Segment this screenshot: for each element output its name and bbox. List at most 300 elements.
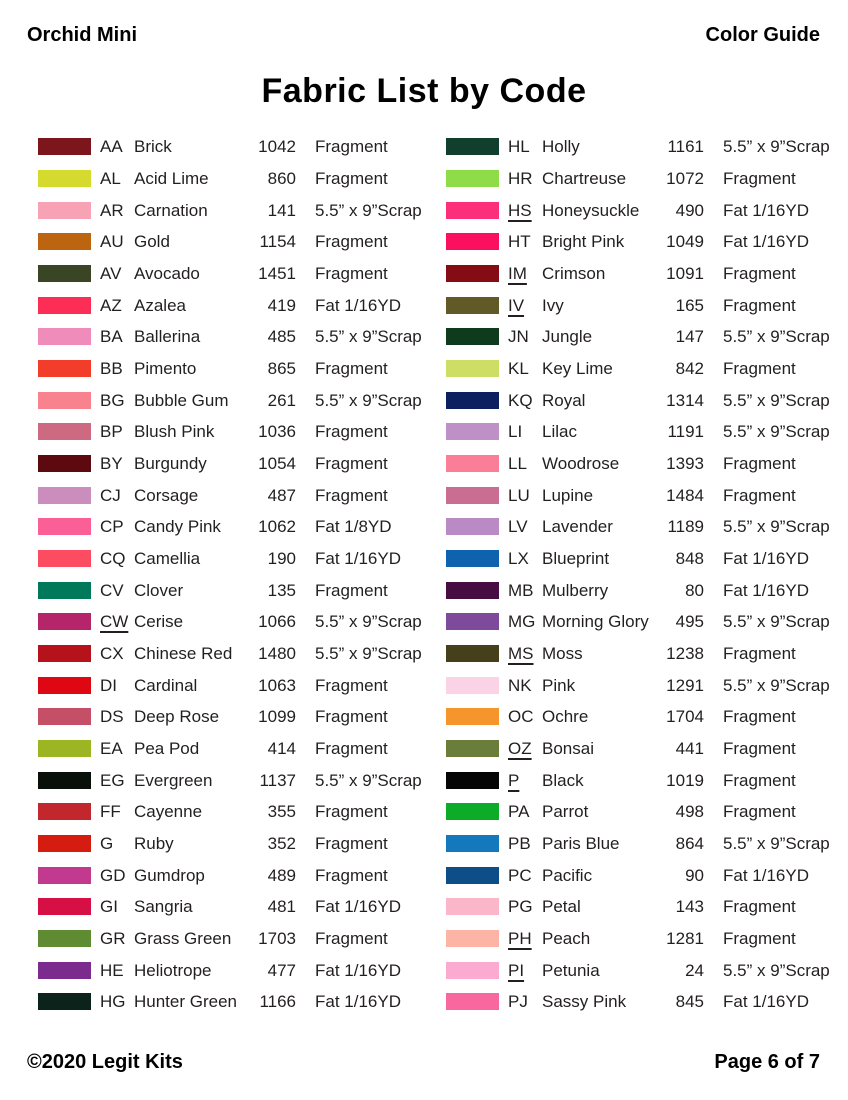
fabric-code bbox=[100, 360, 134, 377]
fabric-row bbox=[38, 638, 429, 670]
fabric-color-swatch bbox=[38, 233, 91, 250]
fabric-row bbox=[446, 796, 837, 828]
fabric-name: Chartreuse bbox=[542, 169, 627, 188]
page-number: Page 6 of 7 bbox=[714, 1051, 820, 1073]
fabric-number: 477 bbox=[267, 960, 296, 980]
fabric-number: 1042 bbox=[258, 137, 296, 157]
fabric-number: 1238 bbox=[666, 644, 704, 664]
fabric-number: 1062 bbox=[258, 517, 296, 537]
fabric-number: 1704 bbox=[666, 707, 704, 727]
fabric-number: 865 bbox=[267, 359, 296, 379]
fabric-number: 1291 bbox=[666, 675, 704, 695]
fabric-code-text: CW bbox=[100, 612, 129, 632]
fabric-code-text: PC bbox=[508, 865, 532, 885]
fabric-number: 190 bbox=[267, 549, 296, 569]
fabric-code bbox=[508, 740, 542, 757]
fabric-code-text: PB bbox=[508, 834, 531, 854]
fabric-name: Pimento bbox=[134, 359, 197, 379]
fabric-row bbox=[38, 891, 429, 923]
fabric-name: Pink bbox=[542, 675, 576, 695]
fabric-name: Cerise bbox=[134, 612, 184, 632]
fabric-name: Paris Blue bbox=[542, 834, 620, 854]
fabric-size: Fragment bbox=[723, 359, 796, 379]
fabric-number: 1484 bbox=[666, 485, 704, 505]
fabric-number: 489 bbox=[267, 865, 296, 885]
fabric-row bbox=[446, 733, 837, 765]
fabric-code bbox=[508, 455, 542, 472]
fabric-row bbox=[38, 226, 429, 258]
fabric-row bbox=[38, 384, 429, 416]
fabric-column-right bbox=[446, 131, 837, 1018]
fabric-name: Bonsai bbox=[542, 739, 594, 759]
fabric-name: Evergreen bbox=[134, 770, 213, 790]
fabric-color-swatch bbox=[446, 962, 499, 979]
page-title: Fabric List by Code bbox=[261, 72, 587, 110]
fabric-color-swatch bbox=[38, 423, 91, 440]
fabric-code bbox=[508, 518, 542, 535]
fabric-color-swatch bbox=[38, 993, 91, 1010]
fabric-color-swatch bbox=[38, 582, 91, 599]
fabric-color-swatch bbox=[446, 297, 499, 314]
fabric-size: Fragment bbox=[315, 865, 388, 885]
fabric-color-swatch bbox=[38, 297, 91, 314]
fabric-color-swatch bbox=[446, 898, 499, 915]
fabric-color-swatch bbox=[446, 803, 499, 820]
fabric-size: Fat 1/16YD bbox=[723, 865, 809, 885]
fabric-size: 5.5” x 9”Scrap bbox=[315, 770, 422, 790]
fabric-row bbox=[446, 859, 837, 891]
fabric-row bbox=[38, 701, 429, 733]
fabric-code-text: OZ bbox=[508, 739, 532, 759]
fabric-name: Pacific bbox=[542, 865, 593, 885]
fabric-size: Fragment bbox=[315, 485, 388, 505]
fabric-size: Fragment bbox=[723, 897, 796, 917]
fabric-name: Chinese Red bbox=[134, 644, 233, 664]
fabric-color-swatch bbox=[38, 835, 91, 852]
fabric-size: 5.5” x 9”Scrap bbox=[315, 612, 422, 632]
fabric-name: Sangria bbox=[134, 897, 193, 917]
fabric-color-swatch bbox=[38, 613, 91, 630]
fabric-name: Crimson bbox=[542, 264, 606, 284]
fabric-code bbox=[100, 328, 134, 345]
fabric-size: Fat 1/16YD bbox=[723, 549, 809, 569]
fabric-code-text: CX bbox=[100, 644, 124, 664]
fabric-number: 1066 bbox=[258, 612, 296, 632]
fabric-code-text: GI bbox=[100, 897, 118, 917]
fabric-name: Carnation bbox=[134, 200, 208, 220]
fabric-name: Gumdrop bbox=[134, 865, 205, 885]
fabric-row bbox=[38, 986, 429, 1018]
fabric-name: Cayenne bbox=[134, 802, 203, 822]
fabric-color-swatch bbox=[446, 265, 499, 282]
fabric-color-swatch bbox=[446, 867, 499, 884]
fabric-size: Fragment bbox=[315, 454, 388, 474]
fabric-number: 1393 bbox=[666, 454, 704, 474]
fabric-number: 441 bbox=[675, 739, 704, 759]
fabric-size: Fragment bbox=[315, 422, 388, 442]
fabric-name: Moss bbox=[542, 644, 583, 664]
fabric-number: 487 bbox=[267, 485, 296, 505]
fabric-name: Black bbox=[542, 770, 584, 790]
fabric-row bbox=[446, 543, 837, 575]
fabric-size: 5.5” x 9”Scrap bbox=[315, 644, 422, 664]
fabric-row bbox=[38, 859, 429, 891]
fabric-name: Mulberry bbox=[542, 580, 609, 600]
fabric-number: 261 bbox=[267, 390, 296, 410]
fabric-color-swatch bbox=[446, 613, 499, 630]
fabric-code bbox=[100, 867, 134, 884]
fabric-code-text: MB bbox=[508, 580, 534, 600]
fabric-name: Lupine bbox=[542, 485, 594, 505]
fabric-size: Fat 1/16YD bbox=[723, 580, 809, 600]
fabric-size: Fragment bbox=[723, 802, 796, 822]
fabric-color-swatch bbox=[446, 138, 499, 155]
fabric-code bbox=[100, 930, 134, 947]
fabric-number: 165 bbox=[675, 295, 704, 315]
fabric-name: Cardinal bbox=[134, 675, 198, 695]
fabric-color-swatch bbox=[446, 360, 499, 377]
fabric-code bbox=[100, 803, 134, 820]
fabric-row bbox=[38, 289, 429, 321]
copyright-text: ©2020 Legit Kits bbox=[27, 1051, 183, 1073]
fabric-code-text: HL bbox=[508, 137, 530, 157]
fabric-name: Deep Rose bbox=[134, 707, 220, 727]
fabric-color-swatch bbox=[446, 487, 499, 504]
fabric-code bbox=[508, 170, 542, 187]
fabric-code bbox=[100, 202, 134, 219]
fabric-color-swatch bbox=[446, 550, 499, 567]
fabric-code bbox=[100, 582, 134, 599]
fabric-row bbox=[38, 669, 429, 701]
fabric-code-text: MG bbox=[508, 612, 536, 632]
fabric-code bbox=[508, 423, 542, 440]
fabric-number: 355 bbox=[267, 802, 296, 822]
fabric-code-text: EA bbox=[100, 739, 123, 759]
fabric-name: Corsage bbox=[134, 485, 199, 505]
fabric-name: Jungle bbox=[542, 327, 593, 347]
fabric-size: Fragment bbox=[723, 169, 796, 188]
fabric-row bbox=[446, 828, 837, 860]
fabric-size: Fragment bbox=[723, 264, 796, 284]
fabric-code-text: PI bbox=[508, 960, 525, 980]
fabric-code bbox=[508, 898, 542, 915]
fabric-size: Fragment bbox=[315, 232, 388, 252]
fabric-number: 845 bbox=[675, 992, 704, 1012]
fabric-code-text: IM bbox=[508, 264, 527, 284]
fabric-color-swatch bbox=[38, 550, 91, 567]
fabric-code bbox=[100, 708, 134, 725]
fabric-size: Fragment bbox=[723, 707, 796, 727]
fabric-code bbox=[508, 613, 542, 630]
fabric-row bbox=[38, 448, 429, 480]
fabric-code-text: AZ bbox=[100, 295, 122, 315]
fabric-row bbox=[446, 321, 837, 353]
fabric-row bbox=[446, 638, 837, 670]
fabric-code-text: HT bbox=[508, 232, 531, 252]
fabric-size: Fragment bbox=[315, 834, 388, 854]
fabric-code-text: LI bbox=[508, 422, 523, 442]
fabric-row bbox=[446, 954, 837, 986]
fabric-row bbox=[38, 954, 429, 986]
fabric-name: Royal bbox=[542, 390, 586, 410]
fabric-code-text: LU bbox=[508, 485, 530, 505]
fabric-size: Fat 1/16YD bbox=[315, 992, 401, 1012]
fabric-color-swatch bbox=[38, 360, 91, 377]
fabric-color-swatch bbox=[446, 233, 499, 250]
fabric-code bbox=[508, 835, 542, 852]
fabric-row bbox=[446, 479, 837, 511]
fabric-number: 135 bbox=[267, 580, 296, 600]
fabric-code-text: AV bbox=[100, 264, 122, 284]
fabric-code bbox=[508, 328, 542, 345]
fabric-size: Fragment bbox=[723, 770, 796, 790]
fabric-code bbox=[100, 297, 134, 314]
fabric-row bbox=[38, 764, 429, 796]
fabric-code-text: FF bbox=[100, 802, 121, 822]
fabric-size: Fragment bbox=[315, 929, 388, 949]
fabric-code bbox=[508, 677, 542, 694]
fabric-code bbox=[508, 360, 542, 377]
fabric-code-text: OC bbox=[508, 707, 534, 727]
fabric-size: Fragment bbox=[315, 359, 388, 379]
fabric-color-swatch bbox=[446, 328, 499, 345]
fabric-row bbox=[446, 131, 837, 163]
fabric-code-text: DI bbox=[100, 675, 117, 695]
fabric-color-swatch bbox=[446, 835, 499, 852]
fabric-name: Morning Glory bbox=[542, 612, 649, 632]
fabric-row bbox=[446, 258, 837, 290]
fabric-number: 1314 bbox=[666, 390, 704, 410]
fabric-color-swatch bbox=[38, 962, 91, 979]
fabric-number: 24 bbox=[685, 960, 704, 980]
fabric-row bbox=[38, 796, 429, 828]
fabric-name: Ruby bbox=[134, 834, 174, 854]
fabric-name: Petal bbox=[542, 897, 581, 917]
fabric-size: 5.5” x 9”Scrap bbox=[723, 137, 830, 157]
fabric-size: Fat 1/16YD bbox=[723, 992, 809, 1012]
fabric-color-swatch bbox=[38, 202, 91, 219]
fabric-name: Petunia bbox=[542, 960, 600, 980]
fabric-column-left bbox=[38, 131, 429, 1018]
fabric-row bbox=[38, 321, 429, 353]
fabric-size: Fragment bbox=[315, 739, 388, 759]
fabric-number: 1703 bbox=[258, 929, 296, 949]
fabric-color-swatch bbox=[446, 423, 499, 440]
fabric-name: Ivy bbox=[542, 295, 564, 315]
fabric-row bbox=[446, 416, 837, 448]
fabric-color-swatch bbox=[446, 170, 499, 187]
fabric-number: 1451 bbox=[258, 264, 296, 284]
fabric-row bbox=[38, 163, 429, 195]
fabric-number: 1036 bbox=[258, 422, 296, 442]
fabric-size: 5.5” x 9”Scrap bbox=[723, 327, 830, 347]
fabric-row bbox=[38, 574, 429, 606]
fabric-number: 860 bbox=[267, 169, 296, 188]
fabric-code bbox=[100, 518, 134, 535]
fabric-row bbox=[38, 479, 429, 511]
fabric-color-swatch bbox=[446, 392, 499, 409]
fabric-name: Gold bbox=[134, 232, 170, 252]
fabric-code-text: HE bbox=[100, 960, 124, 980]
fabric-color-swatch bbox=[38, 708, 91, 725]
fabric-code bbox=[508, 392, 542, 409]
fabric-code-text: BB bbox=[100, 359, 123, 379]
fabric-number: 1137 bbox=[259, 770, 296, 790]
fabric-color-swatch bbox=[38, 487, 91, 504]
fabric-size: Fragment bbox=[315, 802, 388, 822]
fabric-color-swatch bbox=[38, 867, 91, 884]
fabric-row bbox=[38, 828, 429, 860]
fabric-code-text: HS bbox=[508, 200, 532, 220]
fabric-code-text: HR bbox=[508, 169, 533, 188]
fabric-color-swatch bbox=[38, 645, 91, 662]
fabric-name: Camellia bbox=[134, 549, 201, 569]
fabric-number: 1166 bbox=[259, 992, 296, 1012]
fabric-code bbox=[508, 772, 542, 789]
fabric-row bbox=[446, 384, 837, 416]
fabric-code bbox=[100, 993, 134, 1010]
fabric-code-text: EG bbox=[100, 770, 125, 790]
fabric-row bbox=[446, 986, 837, 1018]
fabric-color-swatch bbox=[446, 993, 499, 1010]
fabric-code-text: LX bbox=[508, 549, 529, 569]
fabric-size: Fat 1/16YD bbox=[315, 960, 401, 980]
fabric-number: 1161 bbox=[667, 137, 704, 157]
fabric-code-text: KL bbox=[508, 359, 529, 379]
fabric-color-swatch bbox=[446, 518, 499, 535]
fabric-code-text: G bbox=[100, 834, 114, 854]
fabric-color-swatch bbox=[446, 772, 499, 789]
fabric-code-text: DS bbox=[100, 707, 124, 727]
fabric-number: 143 bbox=[675, 897, 704, 917]
fabric-code bbox=[508, 867, 542, 884]
fabric-code bbox=[508, 930, 542, 947]
fabric-name: Heliotrope bbox=[134, 960, 212, 980]
fabric-color-swatch bbox=[38, 930, 91, 947]
fabric-name: Grass Green bbox=[134, 929, 232, 949]
fabric-color-swatch bbox=[446, 708, 499, 725]
fabric-code bbox=[508, 993, 542, 1010]
fabric-color-swatch bbox=[446, 582, 499, 599]
fabric-code-text: IV bbox=[508, 295, 525, 315]
fabric-name: Lavender bbox=[542, 517, 613, 537]
fabric-size: Fragment bbox=[723, 454, 796, 474]
fabric-code-text: HG bbox=[100, 992, 126, 1012]
fabric-size: Fragment bbox=[723, 485, 796, 505]
fabric-name: Avocado bbox=[134, 264, 200, 284]
fabric-size: Fat 1/16YD bbox=[723, 200, 809, 220]
fabric-number: 1063 bbox=[258, 675, 296, 695]
fabric-row bbox=[38, 606, 429, 638]
fabric-number: 848 bbox=[675, 549, 704, 569]
fabric-row bbox=[446, 701, 837, 733]
fabric-number: 141 bbox=[267, 200, 296, 220]
fabric-number: 1054 bbox=[258, 454, 296, 474]
fabric-size: Fat 1/16YD bbox=[315, 549, 401, 569]
fabric-color-swatch bbox=[38, 138, 91, 155]
fabric-code bbox=[100, 170, 134, 187]
fabric-color-swatch bbox=[446, 202, 499, 219]
fabric-number: 1189 bbox=[667, 517, 704, 537]
fabric-name: Candy Pink bbox=[134, 517, 221, 537]
fabric-number: 1281 bbox=[666, 929, 704, 949]
fabric-name: Key Lime bbox=[542, 359, 613, 379]
fabric-size: 5.5” x 9”Scrap bbox=[723, 390, 830, 410]
fabric-code-text: PJ bbox=[508, 992, 528, 1012]
fabric-name: Blueprint bbox=[542, 549, 610, 569]
fabric-name: Bright Pink bbox=[542, 232, 625, 252]
fabric-code bbox=[100, 487, 134, 504]
fabric-number: 864 bbox=[675, 834, 704, 854]
fabric-number: 80 bbox=[685, 580, 704, 600]
fabric-code bbox=[508, 202, 542, 219]
fabric-row bbox=[38, 258, 429, 290]
fabric-code bbox=[100, 455, 134, 472]
fabric-row bbox=[38, 511, 429, 543]
fabric-number: 1072 bbox=[666, 169, 704, 188]
fabric-code-text: NK bbox=[508, 675, 532, 695]
fabric-code bbox=[508, 233, 542, 250]
fabric-code-text: CV bbox=[100, 580, 124, 600]
fabric-number: 485 bbox=[267, 327, 296, 347]
fabric-size: 5.5” x 9”Scrap bbox=[723, 960, 830, 980]
fabric-code bbox=[100, 423, 134, 440]
fabric-name: Brick bbox=[134, 137, 172, 157]
fabric-name: Lilac bbox=[542, 422, 577, 442]
fabric-code-text: KQ bbox=[508, 390, 533, 410]
fabric-code-text: JN bbox=[508, 327, 529, 347]
fabric-name: Burgundy bbox=[134, 454, 207, 474]
fabric-color-swatch bbox=[38, 392, 91, 409]
fabric-size: Fragment bbox=[315, 169, 388, 188]
fabric-size: 5.5” x 9”Scrap bbox=[315, 200, 422, 220]
project-title: Orchid Mini bbox=[27, 24, 137, 46]
fabric-code bbox=[508, 265, 542, 282]
fabric-code-text: PG bbox=[508, 897, 533, 917]
fabric-color-swatch bbox=[38, 455, 91, 472]
fabric-row bbox=[446, 669, 837, 701]
fabric-code bbox=[100, 835, 134, 852]
fabric-number: 352 bbox=[267, 834, 296, 854]
fabric-row bbox=[446, 923, 837, 955]
fabric-size: 5.5” x 9”Scrap bbox=[723, 422, 830, 442]
fabric-number: 1191 bbox=[667, 422, 704, 442]
fabric-number: 842 bbox=[675, 359, 704, 379]
fabric-code bbox=[508, 645, 542, 662]
fabric-row bbox=[38, 416, 429, 448]
fabric-row bbox=[446, 511, 837, 543]
fabric-color-swatch bbox=[38, 328, 91, 345]
fabric-name: Honeysuckle bbox=[542, 200, 640, 220]
fabric-code-text: LL bbox=[508, 454, 527, 474]
fabric-number: 495 bbox=[675, 612, 704, 632]
fabric-row bbox=[446, 163, 837, 195]
fabric-code bbox=[508, 138, 542, 155]
fabric-name: Ballerina bbox=[134, 327, 201, 347]
fabric-row bbox=[446, 891, 837, 923]
fabric-size: Fat 1/8YD bbox=[315, 517, 392, 537]
fabric-number: 1049 bbox=[666, 232, 704, 252]
fabric-color-swatch bbox=[38, 265, 91, 282]
fabric-size: 5.5” x 9”Scrap bbox=[723, 517, 830, 537]
fabric-color-swatch bbox=[38, 898, 91, 915]
fabric-color-swatch bbox=[38, 677, 91, 694]
fabric-number: 481 bbox=[267, 897, 296, 917]
fabric-code-text: AR bbox=[100, 200, 124, 220]
fabric-size: Fragment bbox=[315, 580, 388, 600]
fabric-size: Fragment bbox=[723, 644, 796, 664]
fabric-row bbox=[38, 353, 429, 385]
